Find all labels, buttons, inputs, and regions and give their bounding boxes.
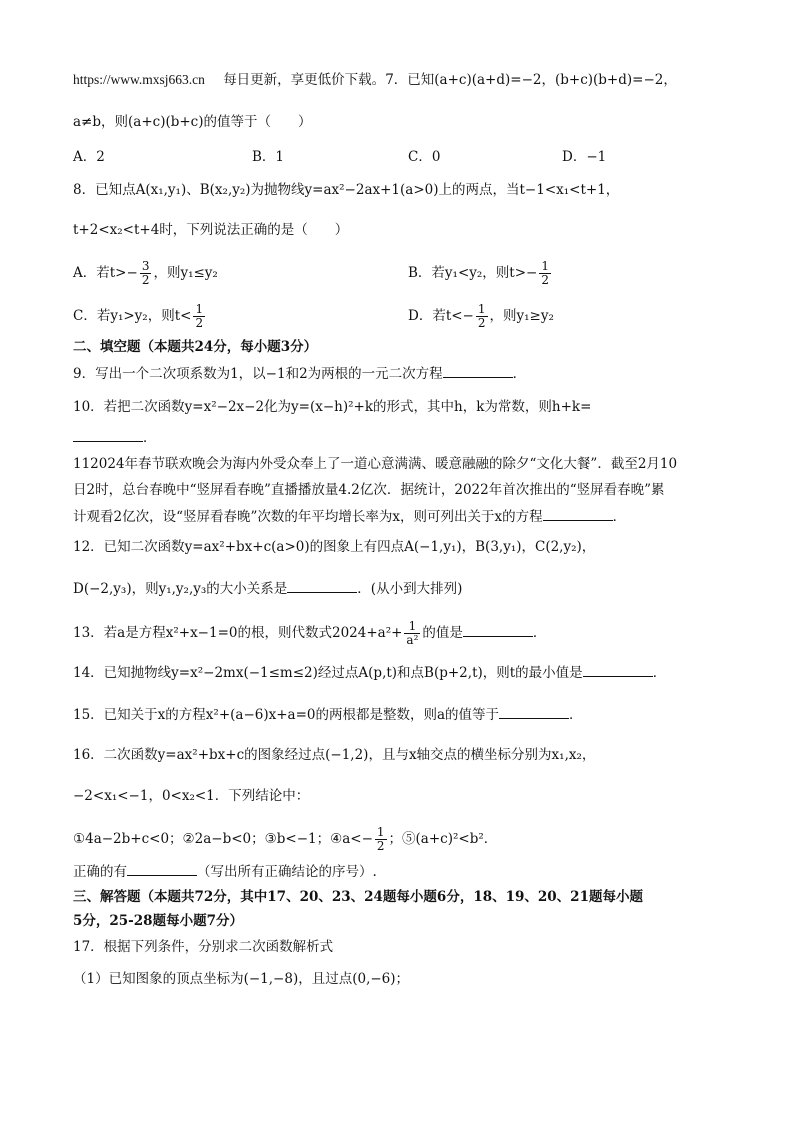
answer-blank (583, 662, 653, 677)
answer-blank (73, 427, 143, 442)
answer-blank (463, 622, 533, 637)
q16-line1: 16．二次函数y=ax²+bx+c的图象经过点(−1,2)，且与x轴交点的横坐标分别为x₁,x₂， (73, 747, 596, 763)
q12-line1: 12．已知二次函数y=ax²+bx+c(a>0)的图象上有四点A(−1,y₁)，B(3,y₁)，C(2,y₂)， (73, 539, 596, 555)
section3-title-line2: 5分，25-28题每小题7分） (73, 913, 243, 929)
q7-line2: a≠b，则(a+c)(b+c)的值等于（ ） (73, 114, 312, 130)
fraction: $\frac{1}{2}$ (541, 259, 549, 288)
answer-blank (287, 578, 357, 593)
answer-blank (127, 861, 197, 876)
q7-option-d: D．−1 (562, 149, 607, 165)
q8-option-c: C．若y₁>y₂，则t< $\frac{1}{2}$ (73, 302, 204, 331)
fraction: $\frac{1}{2}$ (376, 825, 385, 854)
q16-line2: −2<x₁<−1，0<x₂<1．下列结论中： (73, 788, 310, 804)
header-tagline: 每日更新，享更低价下载。 (223, 72, 386, 88)
q17-sub1: （1）已知图象的顶点坐标为(−1,−8)，且过点(0,−6)； (73, 971, 410, 987)
q13-line: 13．若a是方程x²+x−1=0的根，则代数式2024+a²+ $\frac{1}{\text{a²}}$ 的值是 ． (73, 619, 547, 648)
q7-option-a: A．2 (73, 149, 105, 165)
fraction: $\frac{3}{2}$ (141, 259, 150, 288)
q11-line2: 日2时，总台春晚中“竖屏看春晚”直播播放量4.2亿次．据统计，2022年首次推出的“竖屏看春晚”累 (73, 482, 665, 498)
q16-line4: 正确的有 （写出所有正确结论的序号）. (73, 861, 377, 882)
fraction: $\frac{1}{2}$ (195, 302, 204, 331)
fraction: $\frac{1}{\text{a²}}$ (406, 619, 419, 648)
answer-blank (499, 704, 569, 719)
q9-line: 9．写出一个二次项系数为1，以−1和2为两根的一元二次方程 ． (73, 363, 526, 384)
q8-option-a: A．若t>− $\frac{3}{2}$ ，则y₁≤y₂ (73, 259, 218, 288)
q8-line1: 8．已知点A(x₁,y₁)、B(x₂,y₂)为抛物线y=ax²−2ax+1(a>0)上的两点，当t−1<x₁<t+1， (73, 182, 620, 198)
q11-line3: 计观看2亿次，设“竖屏看春晚”次数的年平均增长率为x，则可列出关于x的方程 ． (73, 506, 626, 527)
q7-line1 (73, 70, 677, 90)
q15-line: 15．已知关于x的方程x²+(a−6)x+a=0的两根都是整数，则a的值等于 ． (73, 704, 583, 725)
q7-text-1: 7．已知(a+c)(a+d)=−2，(b+c)(b+d)=−2， (385, 72, 677, 88)
section2-title: 二、填空题（本题共24分，每小题3分） (73, 339, 318, 355)
q10-line1: 10．若把二次函数y=x²−2x−2化为y=(x−h)²+k的形式，其中h，k为常数，则h+k= (73, 399, 592, 415)
q14-line: 14．已知抛物线y=x²−2mx(−1≤m≤2)经过点A(p,t)和点B(p+2,t)，则t的最小值是 ． (73, 662, 666, 683)
fraction: $\frac{1}{2}$ (477, 302, 486, 331)
section3-title-line1: 三、解答题（本题共72分，其中17、20、23、24题每小题6分，18、19、20、21题每小题 (73, 889, 643, 905)
q8-option-b: B．若y₁<y₂，则t>− $\frac{1}{2}$ (408, 259, 549, 288)
q17-title: 17．根据下列条件，分别求二次函数解析式 (73, 939, 334, 955)
q7-option-c: C．0 (408, 149, 441, 165)
answer-blank (543, 506, 613, 521)
q11-line1: 112024年春节联欢晚会为海内外受众奉上了一道心意满满、暖意融融的除夕“文化大餐”．截至2月10 (73, 456, 678, 472)
q8-line2: t+2<x₂<t+4时，下列说法正确的是（ ） (73, 222, 349, 238)
q12-line2: D(−2,y₃)，则y₁,y₂,y₃的大小关系是 ．(从小到大排列) (73, 578, 462, 599)
header-url[interactable]: https://www.mxsj663.cn (73, 72, 205, 87)
q8-option-d: D．若t<− $\frac{1}{2}$ ，则y₁≥y₂ (408, 302, 554, 331)
q10-line2: ． (73, 427, 157, 448)
answer-blank (443, 363, 513, 378)
q7-option-b: B．1 (252, 149, 285, 165)
q16-line3: ①4a−2b+c<0；②2a−b<0；③b<−1；④a<− $\frac{1}{2}$ ；⑤(a+c)²<b²． (73, 825, 498, 854)
